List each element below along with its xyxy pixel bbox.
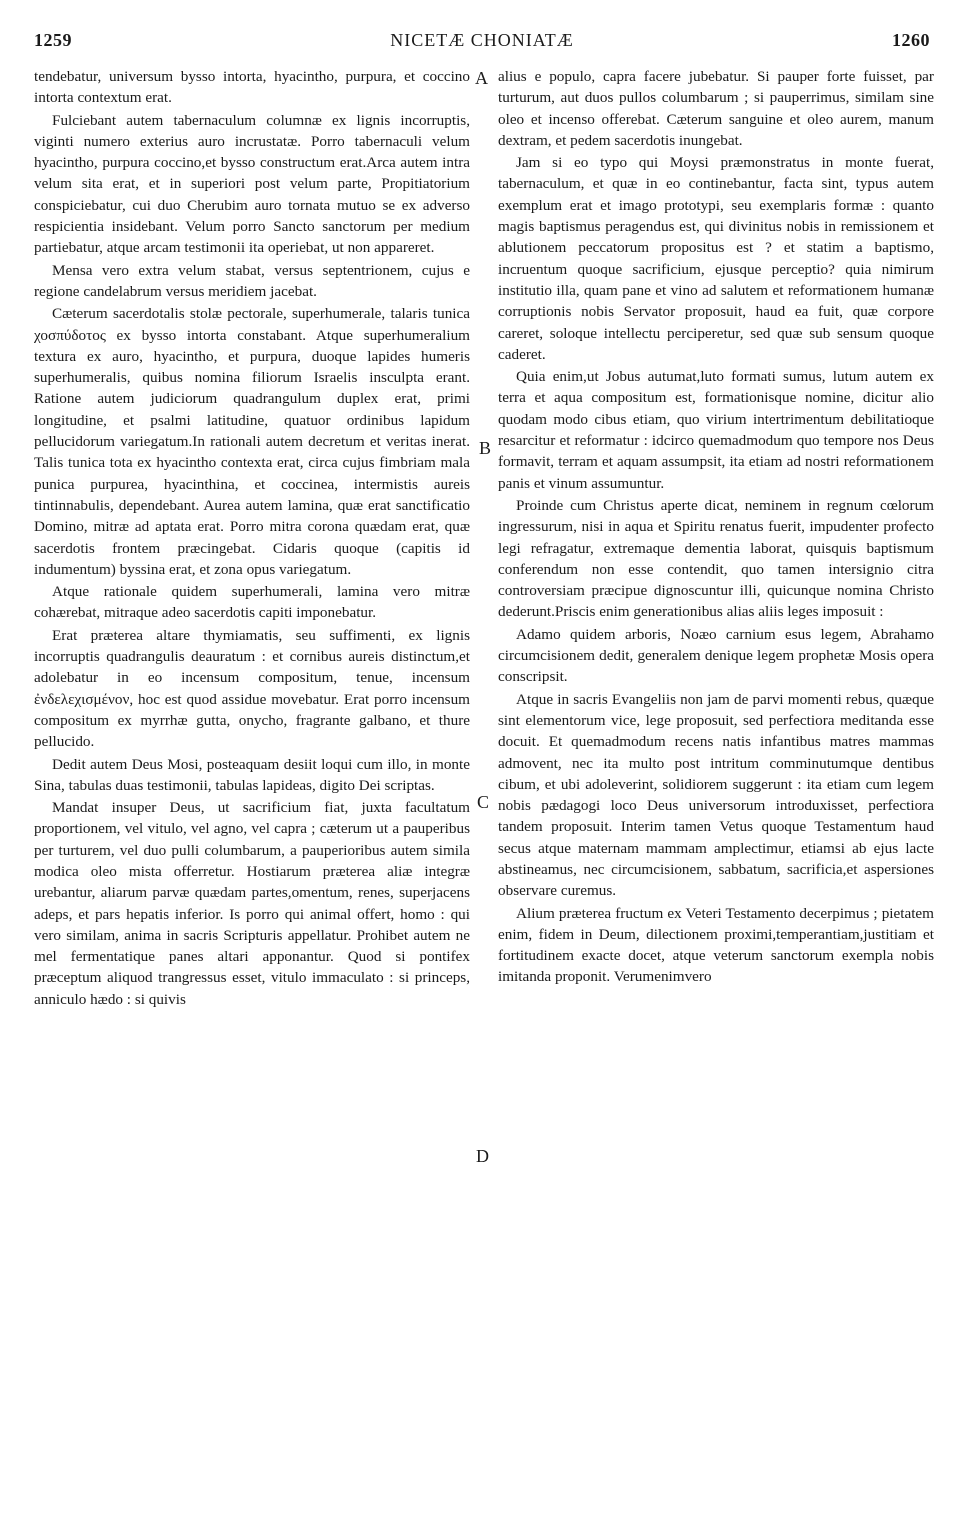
paragraph: alius e populo, capra facere jubebatur. Si pauper forte fuisset, par turturum, aut duos pullos columbarum ; si pauperrimus, similam sine oleo et incenso offerebat. Cæterum sanguine et oleo aurem, manum dextram, et pedem sacerdotis inungebat. bbox=[498, 68, 934, 149]
paragraph: Mandat insuper Deus, ut sacrificium fiat, juxta facultatum proportionem, vel vitulo, vel agno, vel capra ; cæterum ut a pauperibus per turturem, vel duo pulli columbarum, a pauperioribus autem simila modica oleo mista offerretur. Hostiarum præterea aliæ integræ urebantur, aliarum parvæ quædam partes,omentum, renes, superjacens adeps, et pars hepatis inferior. Is porro qui animal offert, homo : qui vero similam, anima in sacris Scripturis appellatur. Prohibet autem ne mel fermentatique panes altari apponantur. Quod si pontifex præceptum aliquod trangressus esset, vitulo immaculato : si princeps, anniculo hædo : si quivis bbox=[34, 799, 470, 1008]
running-title: NICETÆ CHONIATÆ bbox=[390, 30, 574, 50]
right-column bbox=[498, 66, 934, 989]
paragraph: tendebatur, universum bysso intorta, hyacintho, purpura, et coccino intorta contextum erat. bbox=[34, 68, 470, 107]
paragraph: Atque in sacris Evangeliis non jam de parvi momenti rebus, quæque sint elementorum vice, lege proposuit, sed perfectiora meditanda esse docuit. Et quemadmodum recens natis infantibus matres mammas admovent, nec ita multo post intritum comminutumque dentibus cibum, et ubi adoleverint, solidiorem suggerunt : ita etiam cum legem nobis pædagogi loco Deus universorum introduxisset, perfectiora tandem proposuit. Interim tamen Vetus quoque Testamentum haud secus atque maternam mammam amplectimur, etiamsi ab ejus lacte abstineamus, nec circumcisionem, sabbatum, sacrificia,et aspersiones observare curemus. bbox=[498, 690, 934, 900]
paragraph: Erat præterea altare thymiamatis, seu suffimenti, ex lignis incorruptis quadrangulis deauratum : et cornibus aureis distinctum,et adolebatur in eo incensum compositum, tenue, incensum ἐνδελεχισμένον, hoc est quod assidue movebatur. Erat porro incensum compositum ex myrrhæ gutta, onycho, fragrante galbano, et thure pellucido. bbox=[34, 626, 470, 751]
paragraph: Atque rationale quidem superhumerali, lamina vero mitræ cohærebat, mitraque adeo sacerdotis capiti imponebatur. bbox=[34, 583, 470, 622]
page-number-left: 1259 bbox=[34, 30, 72, 50]
page-number-right: 1260 bbox=[892, 30, 930, 50]
paragraph: Jam si eo typo qui Moysi præmonstratus in monte fuerat, tabernaculum, et quæ in eo continebantur, facta sint, typus autem exemplum erat et imago prototypi, seu exemplaris formæ : quanto magis baptismus peragendus est, qui divinitus nobis in remissionem et ablutionem peccatorum propositus est ? et statim a baptismo, incruentum quoque sacrificium, ejusque perceptio? quia nimirum institutio illa, quam pane et vino ad salutem et reformationem humanæ corruptionis nobis Servator proposuit, haud ea fuit, quæ corpore careret, soloque intellectu perciperetur, sed quæ sub sensum quoque caderet. bbox=[498, 154, 934, 363]
paragraph: Quia enim,ut Jobus autumat,luto formati sumus, lutum autem ex terra et aqua compositum est, formationisque nomine, dicitur alio quodam modo cibus etiam, quo virium intertrimentum debilitatioque resarcitur et reformatur : idcirco quemadmodum quo tempore nos Deus formavit, terram et aquam assumpsit, ita etiam ad nostri reformationem panis et vinum assumuntur. bbox=[498, 368, 934, 492]
left-column bbox=[34, 66, 470, 1011]
margin-marker-b: B bbox=[479, 438, 492, 458]
paragraph: Mensa vero extra velum stabat, versus septentrionem, cujus e regione candelabrum versus meridiem jacebat. bbox=[34, 261, 470, 300]
paragraph: Proinde cum Christus aperte dicat, neminem in regnum cœlorum ingressurum, nisi in aqua et Spiritu renatus fuerit, impudenter profecto legi refragatur, extremaque dementia laborat, quisquis baptismum conferendum non esse contendit, quo tamen intersignio citra controversiam præcipue dignoscuntur illi, quicunque nomina Christo dederunt.Priscis enim generationibus alias aliis leges imposuit : bbox=[498, 496, 934, 621]
page-header bbox=[34, 30, 930, 56]
margin-marker-a: A bbox=[475, 68, 488, 88]
margin-marker-d: D bbox=[476, 1146, 489, 1166]
paragraph: Alium præterea fructum ex Veteri Testamento decerpimus ; pietatem enim, fidem in Deum, dilectionem proximi,temperantiam,justitiam et fortitudinem exacte docet, atque veterum sanctorum exempla nobis imitanda proponit. Verumenimvero bbox=[498, 904, 934, 986]
paragraph: Adamo quidem arboris, Noæo carnium esus legem, Abrahamo circumcisionem dedit, generalem denique legem prophetæ Mosis opera conscripsit. bbox=[498, 625, 934, 686]
paragraph: Fulciebant autem tabernaculum columnæ ex lignis incorruptis, viginti numero exterius auro incrustatæ. Porro tabernaculi velum hyacintho, purpura coccino,et bysso constructum erat.Arca autem intra velum sita erat, et in superiori post velum parte, Propitiatorium conspiciebatur, cui duo Cherubim auro tornata mutuo se ex adverso respicientia insidebant. Velum porro Sancto sanctorum per medium partiebatur, atque arcam testimonii ita operiebat, ut non appareret. bbox=[34, 111, 470, 257]
margin-marker-c: C bbox=[477, 792, 490, 812]
paragraph: Dedit autem Deus Mosi, posteaquam desiit loqui cum illo, in monte Sina, tabulas duas testimonii, tabulas lapideas, digito Dei scriptas. bbox=[34, 755, 470, 794]
paragraph: Cæterum sacerdotalis stolæ pectorale, superhumerale, talaris tunica χοσπύδοτος ex bysso intorta constabant. Atque superhumeralium textura ex auro, hyacintho, et purpura, duoque lapides humeris superhumeralis, quibus nomina filiorum Israelis insculpta erant. Ratione autem judiciorum quadrangulum duplex erat, primi longitudine, et psalmi latitudine, quatuor ordinibus lapidum pellucidorum variegatum.In rationali autem decretum et veritas inerat. Talis tunica tota ex hyacintho contexta erat, circa cujus fimbriam mala punica purpurea, hyacinthina, et coccinea, intermistis aureis tintinnabulis, dependebant. Aurea autem lamina, quæ erat sanctificatio Domino, mitræ ad aptata erat. Porro mitra corona quædam erat, quæ sacerdotis frontem præcingebat. Cidaris quoque (capitis id indumentum) byssina erat, et zona opus variegatum. bbox=[34, 305, 470, 578]
